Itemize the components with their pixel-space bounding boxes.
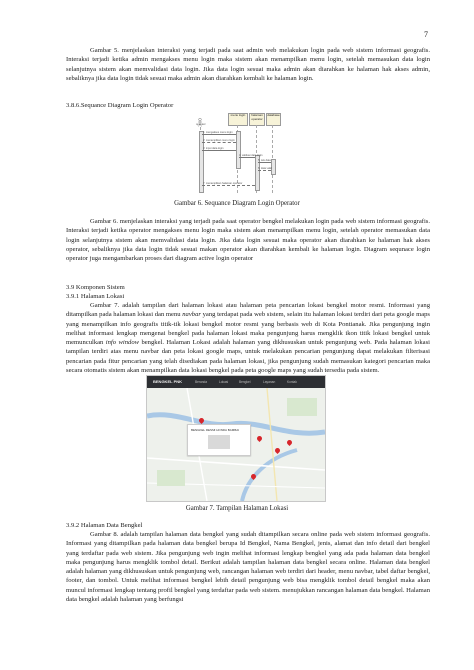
paragraph-text: Gambar 7. adalah tampilan dari halaman lokasi atau halaman peta pencarian lokasi bengkel motor resmi. Informasi yang ditampilkan pada halaman lokasi dan menu xyxy=(66,302,430,319)
message-7 xyxy=(202,185,255,186)
activation-menu xyxy=(236,131,241,169)
message-4-label: 4: validasi data login xyxy=(239,153,263,157)
paragraph-gambar6 xyxy=(66,217,430,263)
screenshot-menu-item: Lokasi xyxy=(219,380,229,384)
message-6-label: 6: data valid xyxy=(258,166,272,170)
map-info-window xyxy=(187,424,251,456)
screenshot-halaman-lokasi xyxy=(146,375,326,502)
object-menu-login: menu login xyxy=(228,113,248,126)
screenshot-menu-item: Beranda xyxy=(195,380,208,384)
caption-gambar7: Gambar 7. Tampilan Halaman Lokasi xyxy=(185,505,289,512)
paragraph-text: Gambar 8. adalah tampilan halaman data bengkel yang sudah ditampilkan secara online pada web sistem informasi geografis. Informasi yang ditampilkan pada halaman data bengkel berupa Id Bengkel, Nama Bengkel, jenis, alamat dan info detail dari bengkel yang terdaftar pada web sistem. Jika pengunjung web ingin melihat informasi lengkap bengkel yang ada pada halaman data bengkel maka pengunjung harus mengklik tombol detail. Berikut adalah tampilan halaman data bengkel secara online. Halaman data bengkel adalah halaman yang dikhususkan untuk pengunjung web, rancangan halaman web terdiri dari header, menu navbar, tabel daftar bengkel, footer, dan tombol. Untuk melihat informasi bengkel lebih detail pengunjung web bisa mengklik tombol detail bengkel maka akan muncul informasi lengkap tentang profil bengkel yang terdaftar pada web sistem. menujukkan rancangan halaman data bengkel. Halaman data bengkel adalah halaman yang berfungsi xyxy=(66,531,430,604)
sequence-diagram xyxy=(196,113,280,195)
actor-icon xyxy=(197,114,203,123)
section-heading-3-9-2: 3.9.2 Halaman Data Bengkel xyxy=(66,522,143,529)
page-number: 7 xyxy=(424,30,428,39)
message-6 xyxy=(258,170,271,171)
message-2 xyxy=(202,142,236,143)
section-heading-3-8-6: 3.8.6.Sequance Diagram Login Operator xyxy=(66,102,174,109)
message-1-label: 1: mengakses menu login xyxy=(203,130,233,134)
message-1 xyxy=(202,134,236,135)
message-3 xyxy=(202,150,236,151)
object-database: database xyxy=(266,113,281,126)
message-3-label: 3: input data login xyxy=(203,146,224,150)
paragraph-text: bengkel. Halaman Lokasi adalah halaman yang dikhususkan untuk pengunjung web. Pada halaman lokasi tampilan terdiri atas menu navbar dan peta lokasi google maps, untuk melakukan pencarian pengunjung dapat melakukan filterisasi pencarian pada fitur pencarian yang telah disediakan pada halaman lokasi, jika pengunjung sudah memasukan kategori pencarian maka secara otomatis sistem akan menampilkan data lokasi bengkel pada peta google maps yang sudah tersedia pada sistem. xyxy=(66,339,430,375)
info-window-image xyxy=(208,435,230,449)
paragraph-gambar7 xyxy=(66,301,430,375)
message-2-label: 2: menampilkan menu login xyxy=(203,138,235,142)
message-7-label: 7: menampilkan halaman operator xyxy=(203,181,243,185)
caption-gambar6: Gambar 6. Sequance Diagram Login Operator xyxy=(174,200,300,207)
message-4 xyxy=(239,157,255,158)
info-window-title: BENGKEL RESMI HONDA BAMBAI xyxy=(191,428,240,432)
section-heading-3-9: 3.9 Komponen Sistem xyxy=(66,284,125,291)
section-heading-3-9-1: 3.9.1 Halaman Lokasi xyxy=(66,293,125,300)
screenshot-navbar xyxy=(147,376,325,388)
term-navbar: navbar xyxy=(182,311,201,319)
paragraph-gambar5 xyxy=(66,46,430,83)
screenshot-menu-item: Kontak xyxy=(287,380,297,384)
paragraph-text: yang terdapat pada web sistem, selain itu halaman lokasi terdiri dari peta google maps yang menampilkan info geografis titik-tik lokasi bengkel motor resmi yang berbasis web di Kota Pontianak. Jika pengunjung ingin melihat informasi lengkap mengenai bengkel pada halaman lokasi maka pengunjung harus mengklik ikon titik lokasi bengkel untuk memunculkan xyxy=(66,311,430,347)
message-5-label: 5: cek data xyxy=(258,158,271,162)
message-5 xyxy=(258,162,271,163)
paragraph-text: Gambar 5. menjelaskan interaksi yang terjadi pada saat admin web melakukan login pada web sistem informasi geografis. Interaksi terjadi ketika admin mengakses menu login maka sistem akan menampilkan menu login, setelah memasukan data login selanjutnya sistem akan memvalidasi data login. Jika data login sesuai maka admin akan diarahkan ke halaman hak akses admin, sebaliknya jika data login tidak sesuai maka admin akan diarahkan kembali ke halaman login. xyxy=(66,47,430,82)
object-halaman-operator: halaman operator xyxy=(249,113,265,126)
screenshot-menu-item: Layanan xyxy=(263,380,276,384)
screenshot-brand: BENGKEL PNK xyxy=(153,379,183,384)
paragraph-text: Gambar 6. menjelaskan interaksi yang terjadi pada saat operator bengkel melakukan login pada web sistem informasi geografis. Interaksi terjadi ketika operator mengakses menu login maka sistem akan menampilkan menu login, setelah operator memasukan data login selanjutnya sistem akan memvalidasi data login. Jika data login sesuai maka operator akan diarahkan ke halaman hak akses operator, sebaliknya jika data login tidak sesuai makan operator akan diarahkan kembali ke halaman login. Diagram sequnace login operator juga mengambarkan proses dari diagram active login operator xyxy=(66,218,430,263)
term-info-window: info window xyxy=(105,339,140,347)
actor-label: operator xyxy=(196,123,206,126)
paragraph-gambar8 xyxy=(66,530,430,604)
screenshot-menu-item: Bengkel xyxy=(239,380,251,384)
map-area xyxy=(147,388,325,501)
